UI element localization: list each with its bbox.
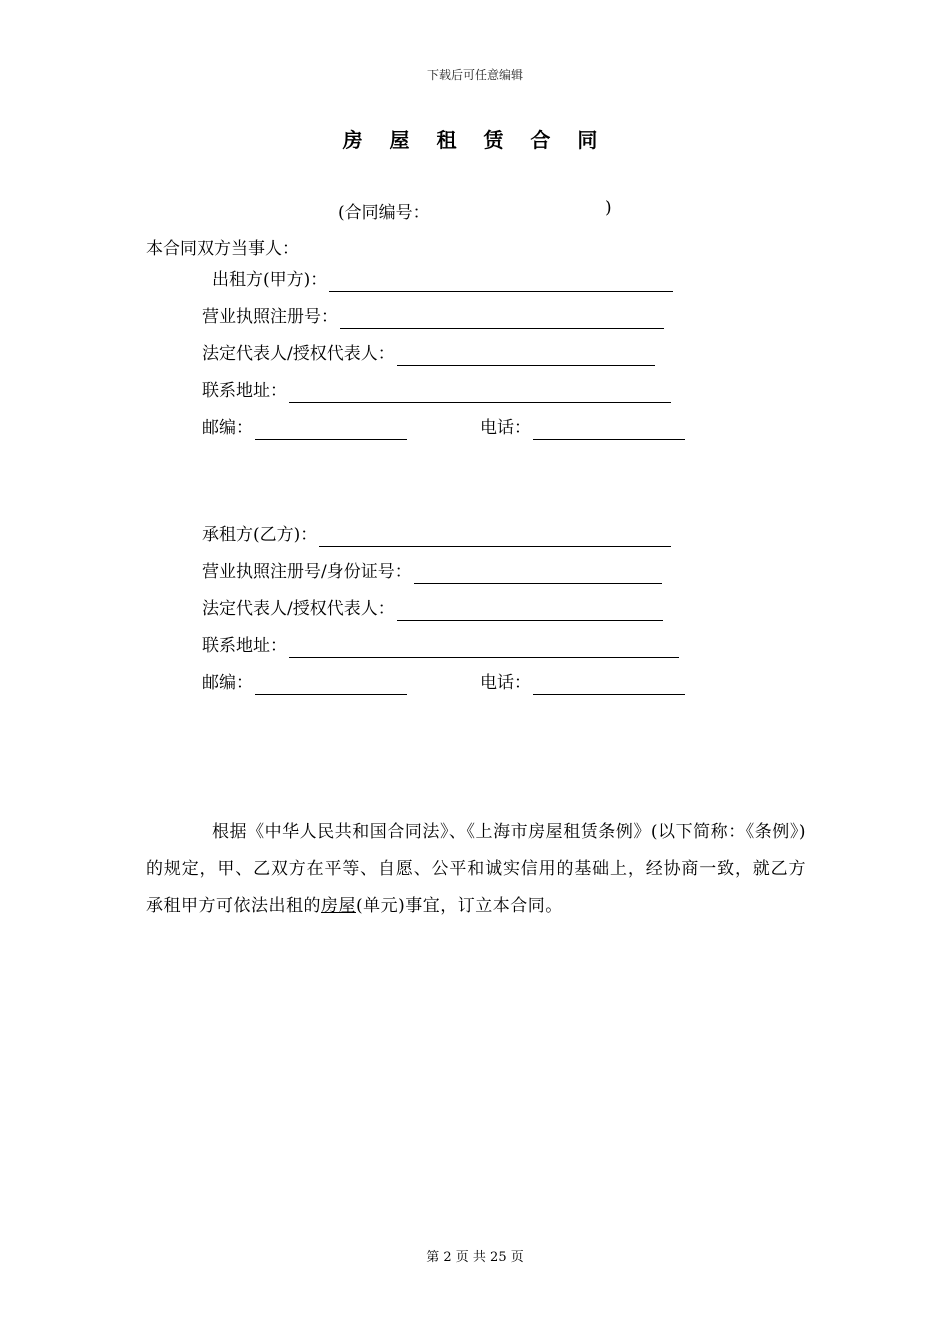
party-b-phone-label: 电话： [480,673,531,693]
party-b-address-label: 联系地址： [202,636,287,656]
party-a-postcode-label: 邮编： [202,418,253,438]
party-b-phone-blank[interactable] [533,674,685,695]
contract-number-close: ) [605,198,612,218]
party-b-license-blank[interactable] [414,563,662,584]
party-a-postcode-blank[interactable] [255,419,407,440]
contract-preamble [146,814,806,925]
preamble-underlined-term: 房屋 [321,896,356,916]
page-header-note: 下载后可任意编辑 [426,68,523,82]
party-a-rep-row [202,342,655,366]
page-footer: 第 2 页 共 25 页 [426,1250,524,1265]
document-title: 房 屋 租 赁 合 同 [342,128,608,152]
party-b-name-label: 承租方(乙方)： [202,525,318,545]
party-b-license-row [202,560,662,584]
party-a-phone-label: 电话： [480,418,531,438]
party-a-name-label: 出租方(甲方)： [212,270,328,290]
party-b-address-row [202,634,679,658]
party-a-phone-row [480,416,685,440]
party-b-postcode-row [202,671,407,695]
party-a-rep-label: 法定代表人/授权代表人： [202,344,395,364]
party-b-postcode-label: 邮编： [202,673,253,693]
preamble-text-after: (单元)事宜，订立本合同。 [356,896,563,916]
party-b-phone-row [480,671,685,695]
party-b-license-label: 营业执照注册号/身份证号： [202,562,412,582]
party-a-postcode-row [202,416,407,440]
party-a-rep-blank[interactable] [397,345,655,366]
party-a-license-blank[interactable] [340,308,664,329]
party-a-address-row [202,379,671,403]
party-a-address-blank[interactable] [289,382,671,403]
party-b-name-row [202,523,671,547]
parties-intro: 本合同双方当事人： [146,239,299,259]
party-b-postcode-blank[interactable] [255,674,407,695]
party-a-license-row [202,305,664,329]
party-b-rep-row [202,597,663,621]
party-b-name-blank[interactable] [319,526,671,547]
party-a-address-label: 联系地址： [202,381,287,401]
party-a-name-row [212,268,673,292]
party-a-name-blank[interactable] [329,271,673,292]
preamble-text-before: 根据《中华人民共和国合同法》、《上海市房屋租赁条例》(以下简称：《条例》)的规定，甲、乙双方在平等、自愿、公平和诚实信用的基础上，经协商一致，就乙方承租甲方可依法出租的 [146,822,806,916]
party-b-rep-blank[interactable] [397,600,663,621]
party-a-license-label: 营业执照注册号： [202,307,338,327]
party-b-address-blank[interactable] [289,637,679,658]
contract-number-label: (合同编号： [338,203,430,223]
party-b-rep-label: 法定代表人/授权代表人： [202,599,395,619]
party-a-phone-blank[interactable] [533,419,685,440]
contract-number-line [338,198,612,223]
